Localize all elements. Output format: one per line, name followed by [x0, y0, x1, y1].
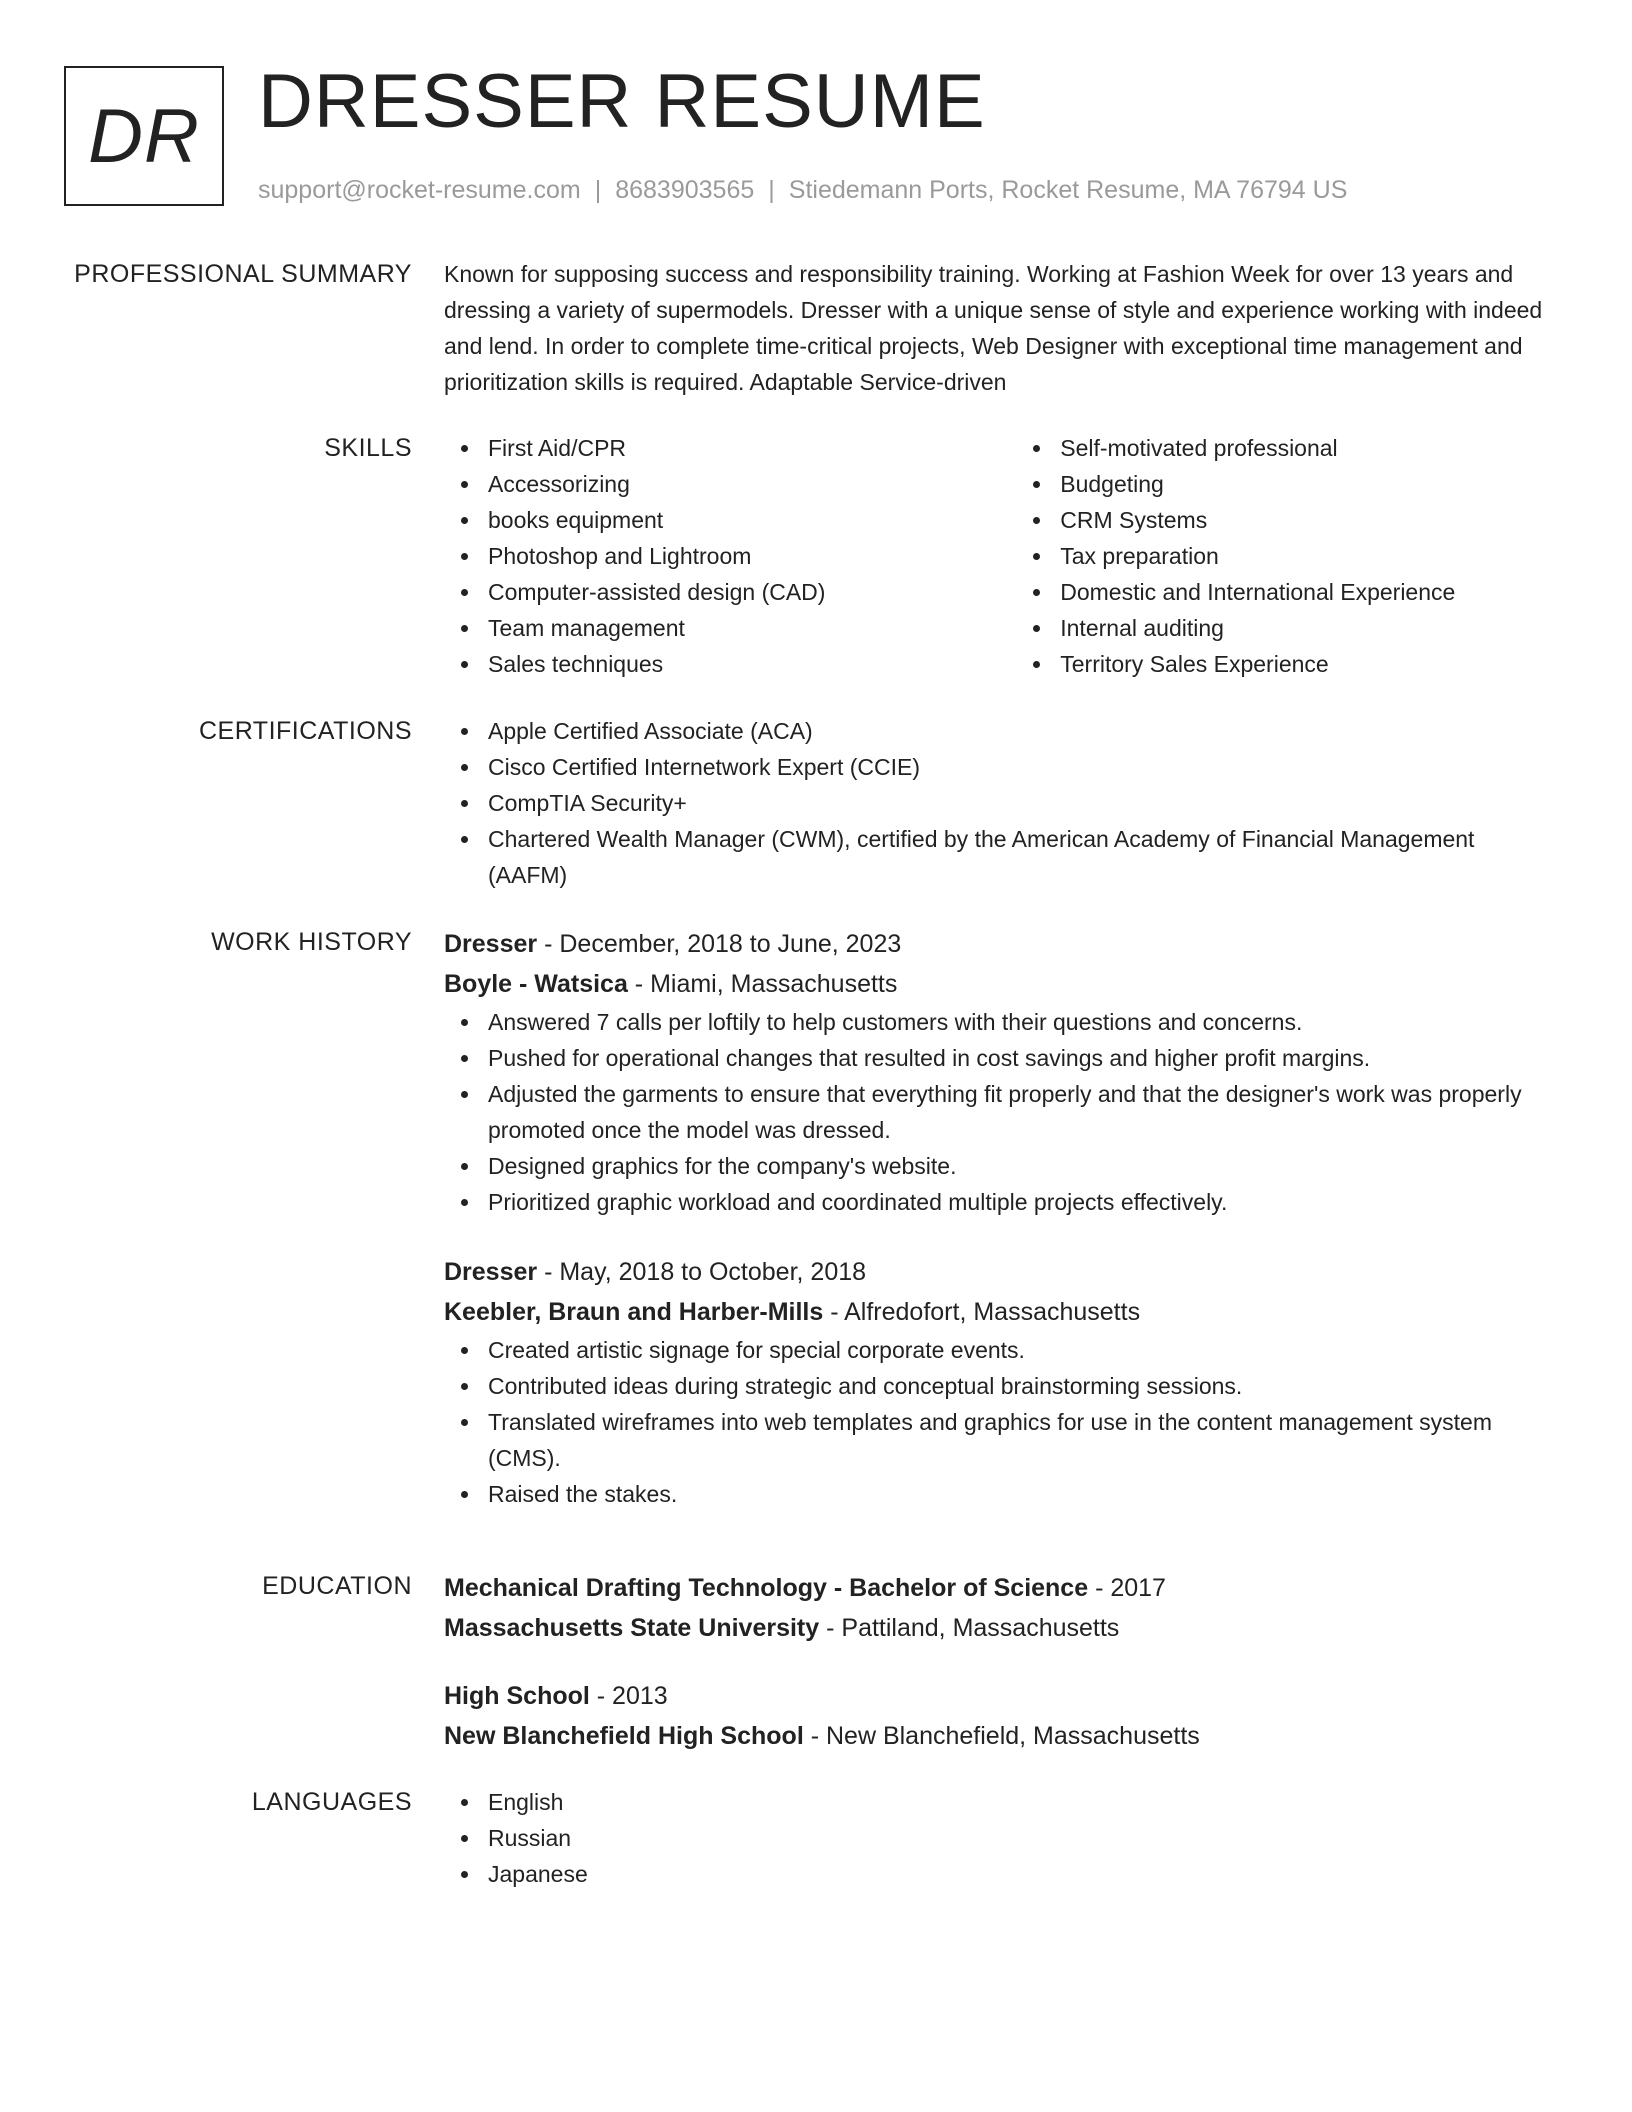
job-dates: - December, 2018 to June, 2023 [537, 930, 902, 958]
list-item: Territory Sales Experience [1060, 646, 1544, 682]
education-school-line [444, 1716, 1544, 1756]
list-item: Apple Certified Associate (ACA) [488, 713, 1544, 749]
list-item: CRM Systems [1060, 502, 1544, 538]
languages-body [444, 1784, 1544, 1892]
section-heading: WORK HISTORY [211, 928, 412, 956]
job-entry [444, 1252, 1544, 1512]
education-entry [444, 1676, 1544, 1756]
list-item: Budgeting [1060, 466, 1544, 502]
list-item: Pushed for operational changes that resulted in cost savings and higher profit margins. [488, 1040, 1544, 1076]
job-entry [444, 924, 1544, 1220]
education-school: Massachusetts State University [444, 1614, 820, 1642]
education-year: - 2017 [1088, 1574, 1166, 1602]
education-entry [444, 1568, 1544, 1648]
job-company: Boyle - Watsica [444, 970, 628, 998]
contact-line [258, 174, 1347, 206]
list-item: Team management [488, 610, 1016, 646]
contact-address: Stiedemann Ports, Rocket Resume, MA 76794 US [788, 176, 1348, 204]
education-school: New Blanchefield High School [444, 1722, 804, 1750]
job-location: - Miami, Massachusetts [627, 970, 898, 998]
list-item: books equipment [488, 502, 1016, 538]
list-item: Self-motivated professional [1060, 430, 1544, 466]
job-title: Dresser [444, 930, 538, 958]
job-bullets [444, 1004, 1544, 1220]
resume-title: DRESSER RESUME [258, 59, 986, 144]
section-heading: SKILLS [324, 434, 412, 462]
list-item: Domestic and International Experience [1060, 574, 1544, 610]
job-company-line [444, 964, 1544, 1004]
monogram-logo: DR [64, 66, 224, 206]
certifications-list [444, 713, 1544, 893]
job-company-line [444, 1292, 1544, 1332]
education-degree-line [444, 1676, 1544, 1716]
list-item: Russian [488, 1820, 1544, 1856]
certifications-body [444, 713, 1544, 893]
skills-list-right [1016, 430, 1544, 682]
list-item: Translated wireframes into web templates and graphics for use in the content management system (CMS). [488, 1404, 1544, 1476]
list-item: Created artistic signage for special corporate events. [488, 1332, 1544, 1368]
section-heading: PROFESSIONAL SUMMARY [74, 260, 412, 288]
contact-phone: 8683903565 [615, 176, 755, 204]
summary-text: Known for supposing success and responsibility training. Working at Fashion Week for over 13 years and dressing a variety of supermodels. Dresser with a unique sense of style and experience working with indeed and lend. In order to complete time-critical projects, Web Designer with exceptional time management and prioritization skills is required. Adaptable Service-driven [444, 261, 1543, 395]
list-item: Accessorizing [488, 466, 1016, 502]
list-item: Tax preparation [1060, 538, 1544, 574]
list-item: English [488, 1784, 1544, 1820]
section-heading: EDUCATION [262, 1572, 412, 1600]
list-item: First Aid/CPR [488, 430, 1016, 466]
job-location: - Alfredofort, Massachusetts [823, 1298, 1141, 1326]
list-item: Contributed ideas during strategic and conceptual brainstorming sessions. [488, 1368, 1544, 1404]
education-location: - Pattiland, Massachusetts [819, 1614, 1120, 1642]
section-heading: LANGUAGES [251, 1788, 412, 1816]
education-degree: High School [444, 1682, 590, 1710]
list-item: Adjusted the garments to ensure that everything fit properly and that the designer's work was properly promoted once the model was dressed. [488, 1076, 1544, 1148]
job-title-line [444, 1252, 1544, 1292]
list-item: Computer-assisted design (CAD) [488, 574, 1016, 610]
work-history-body [444, 924, 1544, 1512]
contact-email: support@rocket-resume.com [258, 176, 581, 204]
list-item: Chartered Wealth Manager (CWM), certified by the American Academy of Financial Management (AAFM) [488, 821, 1544, 893]
education-body [444, 1568, 1544, 1756]
list-item: Internal auditing [1060, 610, 1544, 646]
languages-list [444, 1784, 1544, 1892]
list-item: Sales techniques [488, 646, 1016, 682]
list-item: CompTIA Security+ [488, 785, 1544, 821]
education-school-line [444, 1608, 1544, 1648]
list-item: Japanese [488, 1856, 1544, 1892]
job-dates: - May, 2018 to October, 2018 [537, 1258, 867, 1286]
job-title: Dresser [444, 1258, 538, 1286]
education-degree: Mechanical Drafting Technology - Bachelor of Science [444, 1574, 1089, 1602]
contact-separator: | [594, 176, 602, 204]
list-item: Raised the stakes. [488, 1476, 1544, 1512]
list-item: Designed graphics for the company's website. [488, 1148, 1544, 1184]
contact-separator: | [768, 176, 775, 204]
list-item: Photoshop and Lightroom [488, 538, 1016, 574]
job-company: Keebler, Braun and Harber-Mills [444, 1298, 824, 1326]
skills-list-left [444, 430, 1016, 682]
education-degree-line [444, 1568, 1544, 1608]
skills-columns [444, 430, 1544, 682]
list-item: Cisco Certified Internetwork Expert (CCIE) [488, 749, 1544, 785]
list-item: Answered 7 calls per loftily to help customers with their questions and concerns. [488, 1004, 1544, 1040]
education-year: - 2013 [589, 1682, 668, 1710]
job-bullets [444, 1332, 1544, 1512]
list-item: Prioritized graphic workload and coordinated multiple projects effectively. [488, 1184, 1544, 1220]
section-heading: CERTIFICATIONS [198, 717, 412, 745]
job-title-line [444, 924, 1544, 964]
education-location: - New Blanchefield, Massachusetts [803, 1722, 1200, 1750]
